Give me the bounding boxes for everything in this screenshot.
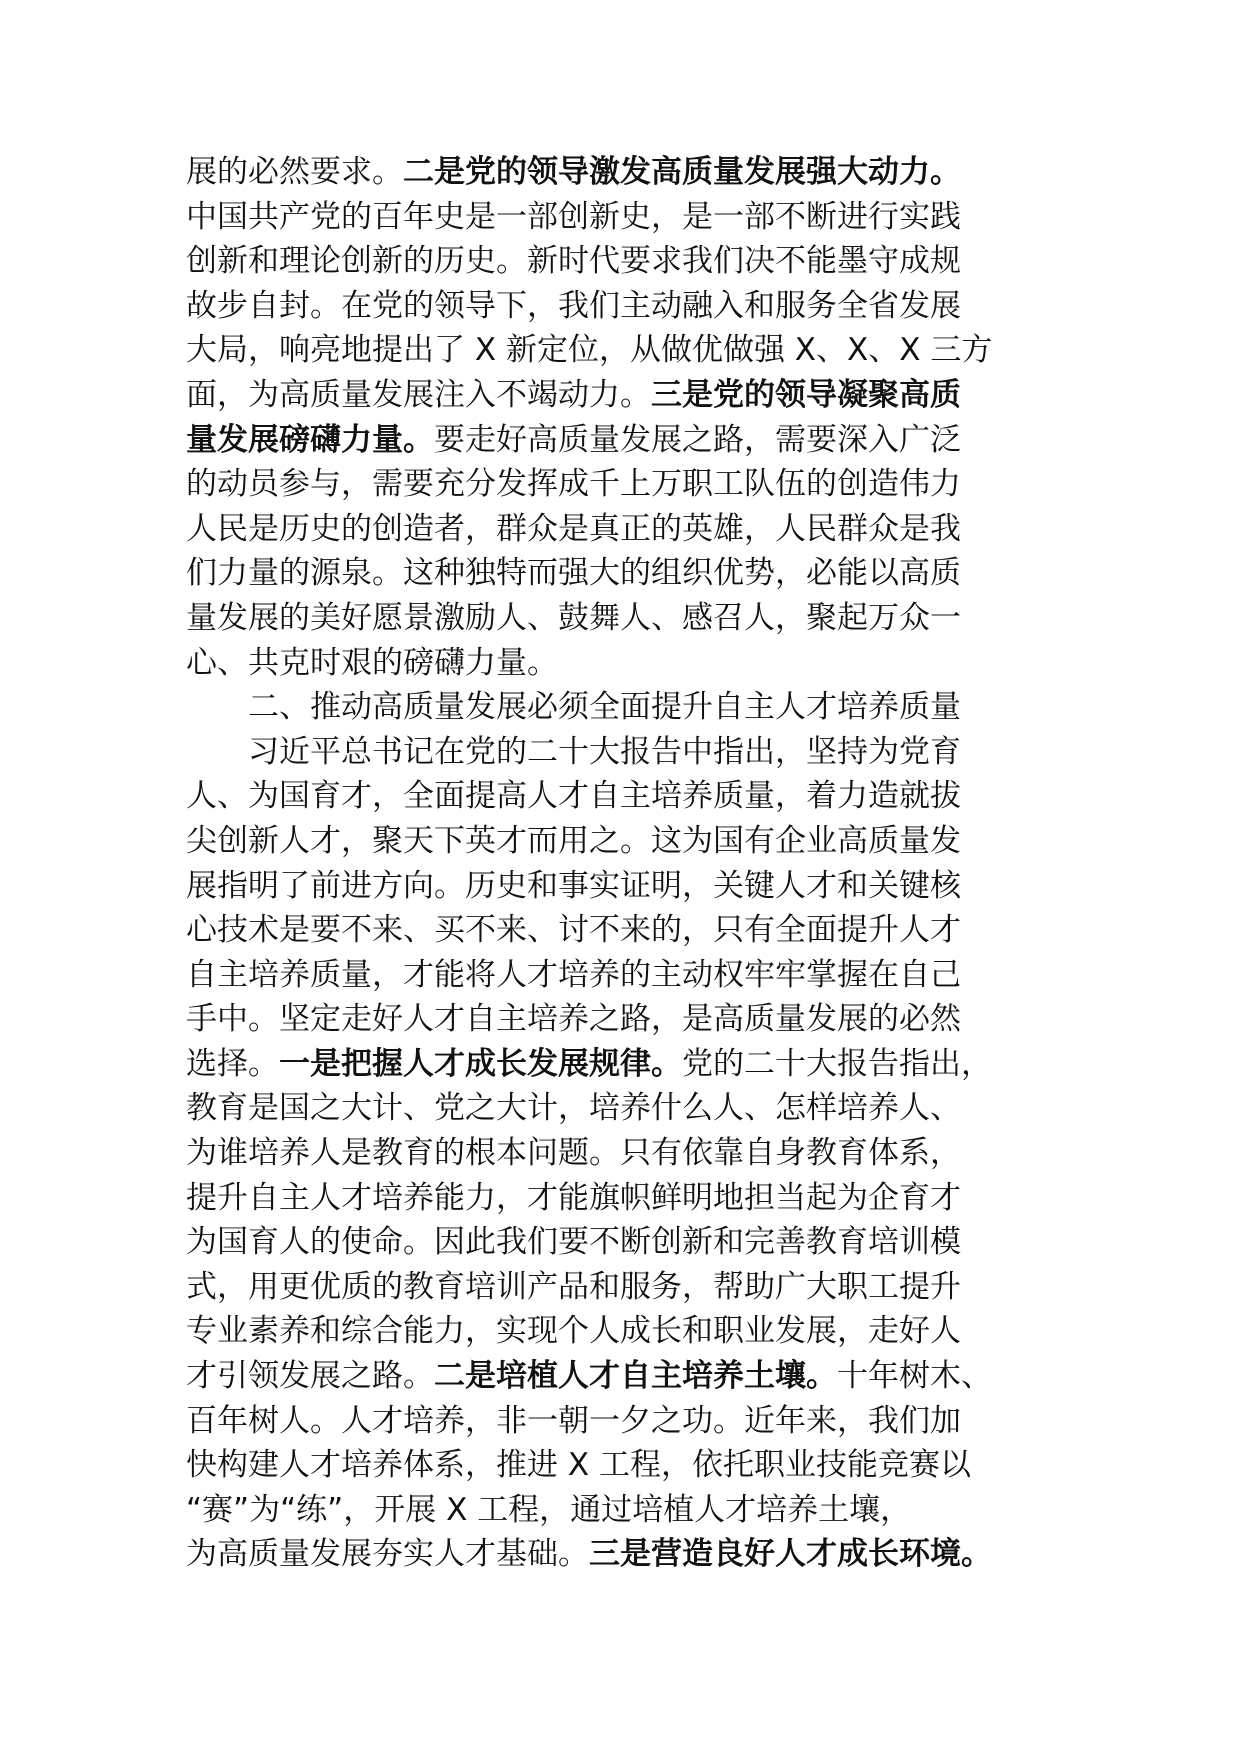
bold-text-segment: 量发展磅礴力量。 <box>186 421 434 458</box>
text-segment: 展的必然要求。 <box>186 154 403 190</box>
text-line <box>186 328 1086 373</box>
text-segment: 故步自封。在党的领导下，我们主动融入和服务全省发展 <box>186 287 961 324</box>
text-segment: 面，为高质量发展注入不竭动力。 <box>186 376 651 413</box>
text-line <box>186 1354 1086 1399</box>
text-segment: 心、共克时艰的磅礴力量。 <box>186 644 558 681</box>
text-line <box>186 195 1086 240</box>
text-line <box>186 1443 1086 1488</box>
text-segment: 心技术是要不来、买不来、讨不来的，只有全面提升人才 <box>186 912 961 949</box>
text-line <box>186 997 1086 1042</box>
text-line <box>186 730 1086 775</box>
text-segment: 快构建人才培养体系，推进 X 工程，依托职业技能竞赛以 <box>186 1447 971 1484</box>
text-line <box>186 1265 1086 1310</box>
text-line <box>186 1042 1086 1087</box>
text-segment: 党的二十大报告指出， <box>682 1045 992 1082</box>
text-line <box>186 1131 1086 1176</box>
document-body <box>186 150 1086 1577</box>
text-segment: 自主培养质量，才能将人才培养的主动权牢牢掌握在自己 <box>186 956 961 993</box>
text-segment: 为国育人的使命。因此我们要不断创新和完善教育培训模 <box>186 1224 961 1261</box>
text-line <box>186 641 1086 686</box>
text-line <box>186 507 1086 552</box>
text-line <box>186 1488 1086 1533</box>
text-segment: 的动员参与，需要充分发挥成千上万职工队伍的创造伟力 <box>186 466 961 503</box>
text-segment: 提升自主人才培养能力，才能旗帜鲜明地担当起为企育才 <box>186 1179 961 1216</box>
text-line <box>186 908 1086 953</box>
text-segment: 手中。坚定走好人才自主培养之路，是高质量发展的必然 <box>186 1001 961 1038</box>
text-segment: 教育是国之大计、党之大计，培养什么人、怎样培养人、 <box>186 1090 961 1127</box>
text-line <box>186 864 1086 909</box>
text-segment: “赛”为“练”，开展 X 工程，通过培植人才培养土壤， <box>186 1491 912 1528</box>
text-segment: 选择。 <box>186 1045 279 1082</box>
text-line <box>186 685 1086 730</box>
text-segment: 中国共产党的百年史是一部创新史，是一部不断进行实践 <box>186 198 961 235</box>
text-segment: 人、为国育才，全面提高人才自主培养质量，着力造就拔 <box>186 778 961 815</box>
text-line <box>186 953 1086 998</box>
text-line <box>186 596 1086 641</box>
text-line <box>186 1086 1086 1131</box>
text-line <box>186 819 1086 864</box>
text-line <box>186 774 1086 819</box>
text-segment: 量发展的美好愿景激励人、鼓舞人、感召人，聚起万众一 <box>186 599 961 636</box>
text-segment: 式，用更优质的教育培训产品和服务，帮助广大职工提升 <box>186 1268 961 1305</box>
text-segment: 才引领发展之路。 <box>186 1358 434 1395</box>
text-segment: 为谁培养人是教育的根本问题。只有依靠自身教育体系， <box>186 1135 961 1172</box>
text-segment: 习近平总书记在党的二十大报告中指出，坚持为党育 <box>248 733 961 770</box>
text-segment: 大局，响亮地提出了 X 新定位，从做优做强 X、X、X 三方 <box>186 332 993 369</box>
bold-text-segment: 二是党的领导激发高质量发展强大动力。 <box>403 154 961 190</box>
text-line <box>186 1532 1086 1577</box>
text-segment: 尖创新人才，聚天下英才而用之。这为国有企业高质量发 <box>186 822 961 859</box>
text-segment: 人民是历史的创造者，群众是真正的英雄，人民群众是我 <box>186 510 961 547</box>
text-segment: 二、推动高质量发展必须全面提升自主人才培养质量 <box>248 689 961 726</box>
text-line <box>186 1176 1086 1221</box>
text-segment: 为高质量发展夯实人才基础。 <box>186 1536 589 1573</box>
text-line <box>186 418 1086 463</box>
text-segment: 展指明了前进方向。历史和事实证明，关键人才和关键核 <box>186 867 961 904</box>
text-segment: 百年树人。人才培养，非一朝一夕之功。近年来，我们加 <box>186 1402 961 1439</box>
text-segment: 们力量的源泉。这种独特而强大的组织优势，必能以高质 <box>186 555 961 592</box>
text-line <box>186 462 1086 507</box>
text-segment: 专业素养和综合能力，实现个人成长和职业发展，走好人 <box>186 1313 961 1350</box>
text-line <box>186 373 1086 418</box>
text-line <box>186 1309 1086 1354</box>
text-line <box>186 150 1086 195</box>
text-segment: 要走好高质量发展之路，需要深入广泛 <box>434 421 961 458</box>
text-segment: 十年树木、 <box>837 1358 992 1395</box>
bold-text-segment: 一是把握人才成长发展规律。 <box>279 1045 682 1082</box>
text-segment: 创新和理论创新的历史。新时代要求我们决不能墨守成规 <box>186 243 961 280</box>
text-line <box>186 239 1086 284</box>
text-line <box>186 1399 1086 1444</box>
text-line <box>186 551 1086 596</box>
bold-text-segment: 二是培植人才自主培养土壤。 <box>434 1358 837 1395</box>
text-line <box>186 1220 1086 1265</box>
bold-text-segment: 三是党的领导凝聚高质 <box>651 376 961 413</box>
text-line <box>186 284 1086 329</box>
bold-text-segment: 三是营造良好人才成长环境。 <box>589 1536 992 1573</box>
